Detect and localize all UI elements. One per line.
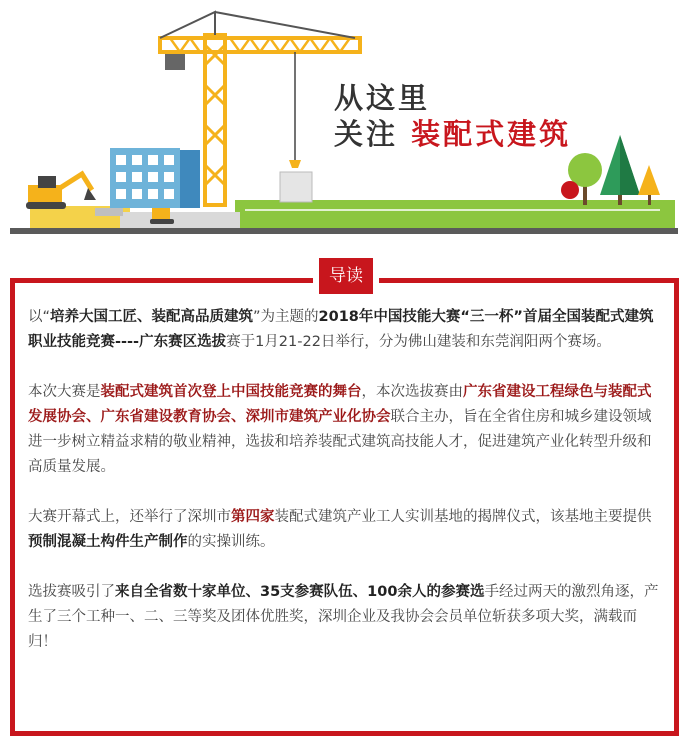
banner-line2-prefix: 关注 (334, 117, 412, 151)
p2-highlight: 装配式建筑首次登上中国技能竞赛的舞台 (100, 384, 362, 400)
p2-organizers: 广东省建设工程绿色与装配式发展协会、广东省建设教育协会、深圳市建筑产业化协会 (28, 384, 652, 425)
p2-text: 联合主办，旨在全省住房和城乡建设领域进一步树立精益求精的敬业精神，选拔和培养装配式建筑高技能人才，促进建筑产业化转型升级和高质量发展。 (28, 409, 652, 475)
p3-text: 大赛开幕式上，还举行了深圳市 (28, 509, 231, 525)
p1-competition-name: 2018年中国技能大赛“三一杯”首届全国装配式建筑职业技能竞赛----广东赛区选拔 (28, 309, 654, 350)
p2-text: 本次大赛是 (28, 384, 101, 400)
paragraph-4 (28, 580, 660, 655)
p3-training: 预制混凝土构件生产制作 (28, 534, 188, 550)
paragraph-2 (28, 380, 660, 480)
paragraph-3 (28, 505, 660, 555)
article-body (28, 305, 660, 680)
header-banner (0, 0, 688, 245)
intro-tab-label: 导读 (319, 258, 373, 294)
paragraph-1 (28, 305, 660, 355)
banner-line1: 从这里 (334, 81, 431, 115)
p3-text: 装配式建筑产业工人实训基地的揭牌仪式，该基地主要提供 (274, 509, 652, 525)
p4-text: 手经过两天的激烈角逐，产生了三个工种一、二、三等奖及团体优胜奖，深圳企业及我协会会员单位斩获多项大奖，满载而归！ (28, 584, 659, 650)
p3-highlight: 第四家 (231, 509, 275, 525)
excavator-icon (26, 174, 96, 209)
banner-title (334, 80, 571, 152)
p2-text: ，本次选拔赛由 (361, 384, 463, 400)
p3-text: 的实操训练。 (187, 534, 275, 550)
p1-text: 以“ (28, 309, 51, 325)
p1-theme: 培养大国工匠、装配高品质建筑 (50, 309, 254, 325)
banner-highlight: 装配式建筑 (411, 117, 572, 151)
banner-line2 (334, 116, 571, 152)
p1-text: 赛于1月21-22日举行，分为佛山建装和东莞润阳两个赛场。 (226, 334, 611, 350)
p4-stats: 来自全省数十家单位、35支参赛队伍、100余人的参赛选 (115, 584, 485, 600)
tree-icon (561, 135, 660, 205)
p1-text: ”为主题的 (253, 309, 319, 325)
p4-text: 选拔赛吸引了 (28, 584, 115, 600)
